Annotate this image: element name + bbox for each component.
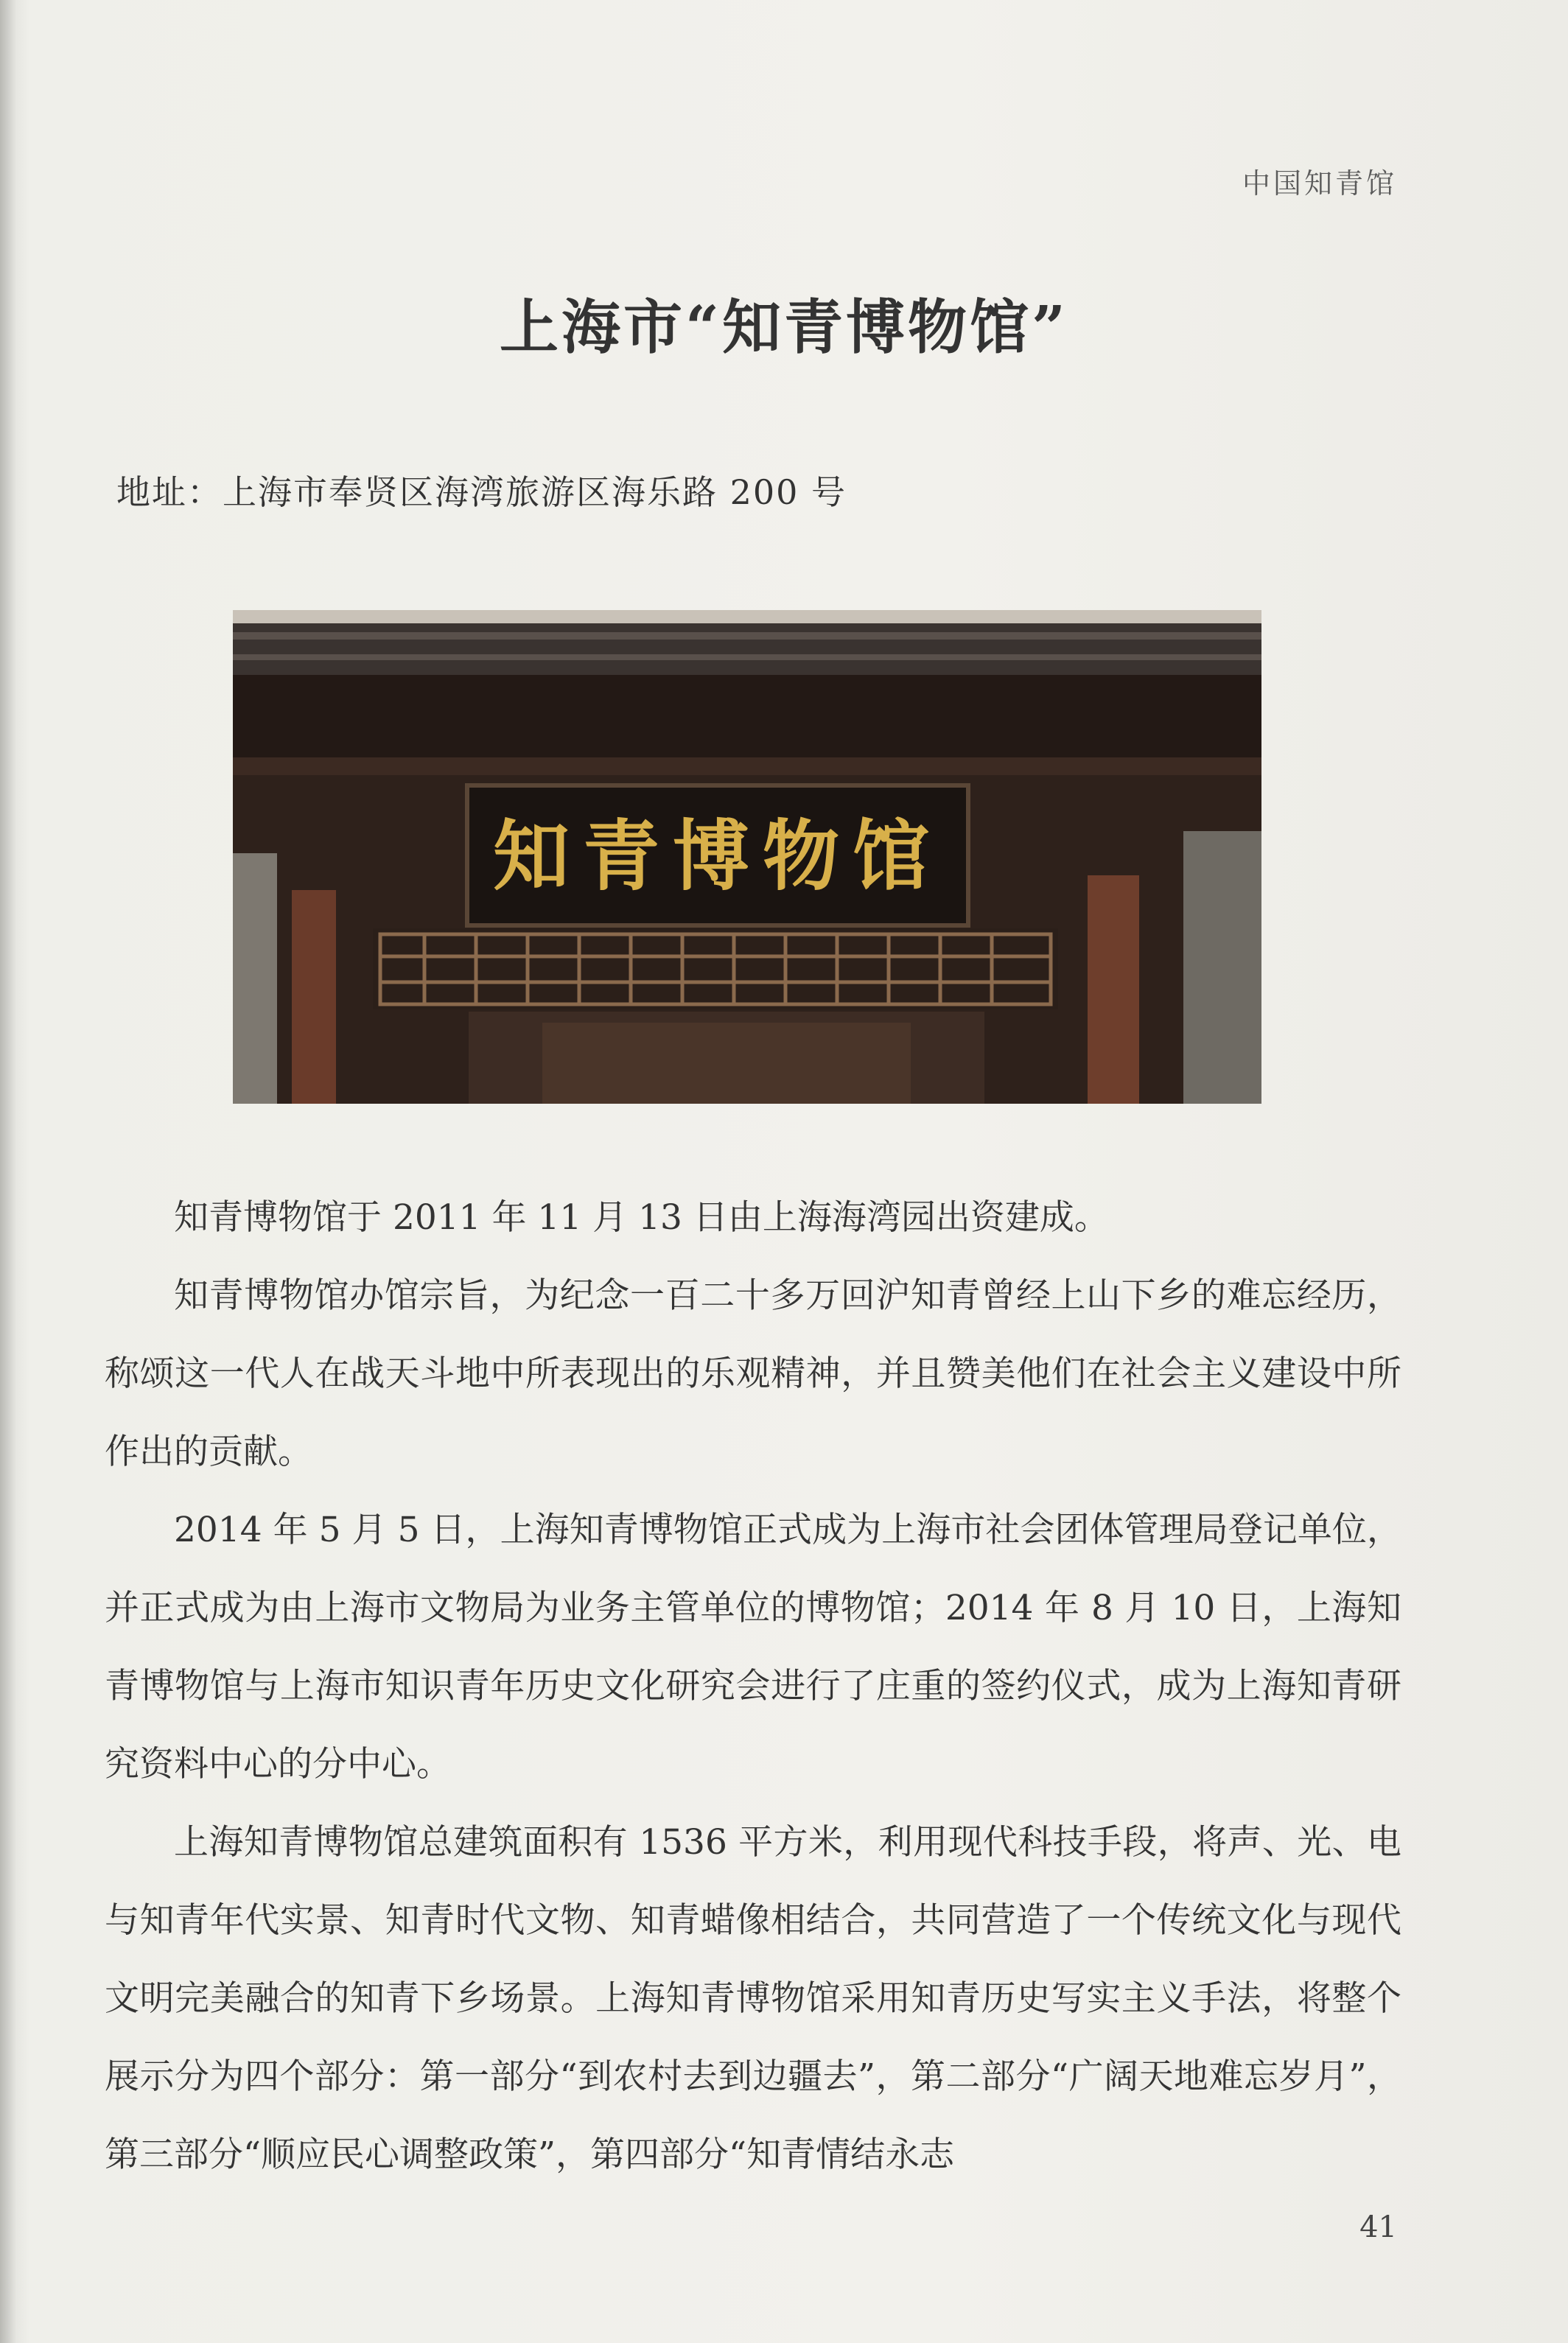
plaque-text: 知青博物馆: [492, 810, 943, 901]
article-title: 上海市“知青博物馆”: [499, 293, 1069, 362]
running-header: 中国知青馆: [1242, 167, 1397, 200]
paragraph-3: 2014 年 5 月 5 日，上海知青博物馆正式成为上海市社会团体管理局登记单位，并正式成为由上海市文物局为业务主管单位的博物馆；2014 年 8 月 10 日，上海知青博物馆与上海市知识青年历史文化研究会进行了庄重的签约仪式，成为上海知青研究资料中心的分中心。: [105, 1510, 1401, 1785]
museum-entrance-photo: [233, 610, 1261, 1104]
article-body: [105, 1179, 1401, 2194]
page-number: 41: [1359, 2210, 1397, 2244]
paragraph-4: 上海知青博物馆总建筑面积有 1536 平方米，利用现代科技手段，将声、光、电与知青年代实景、知青时代文物、知青蜡像相结合，共同营造了一个传统文化与现代文明完美融合的知青下乡场景。上海知青博物馆采用知青历史写实主义手法，将整个展示分为四个部分：第一部分“到农村去到边疆去”，第二部分“广阔天地难忘岁月”，第三部分“顺应民心调整政策”，第四部分“知青情结永志: [105, 1822, 1401, 2175]
paragraph-2: 知青博物馆办馆宗旨，为纪念一百二十多万回沪知青曾经上山下乡的难忘经历，称颂这一代人在战天斗地中所表现出的乐观精神，并且赞美他们在社会主义建设中所作出的贡献。: [105, 1275, 1401, 1472]
address-line: 地址：上海市奉贤区海湾旅游区海乐路 200 号: [116, 472, 847, 512]
paragraph-1: 知青博物馆于 2011 年 11 月 13 日由上海海湾园出资建成。: [174, 1197, 1109, 1238]
